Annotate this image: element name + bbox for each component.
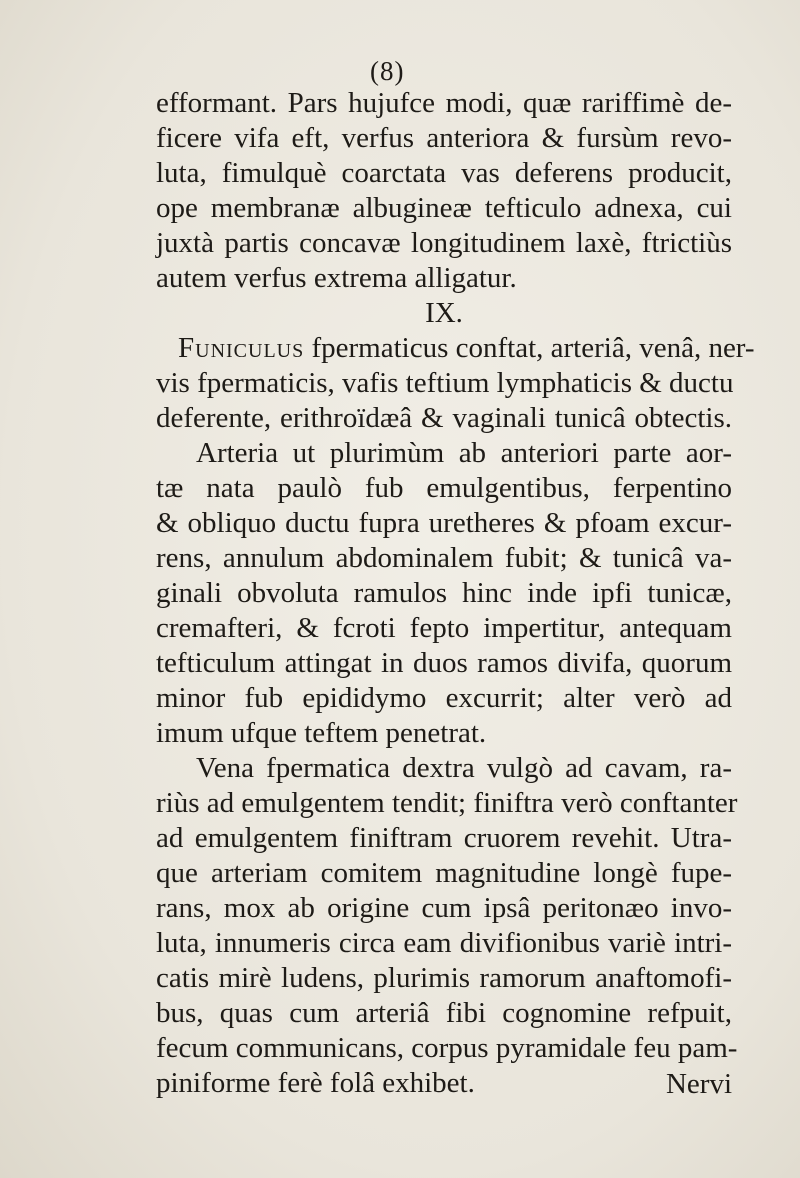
text-line: catis mirè ludens, plurimis ramorum anaftomofi- (156, 962, 732, 994)
text-line: luta, fimulquè coarctata vas deferens producit, (156, 157, 732, 189)
text-line: cremafteri, & fcroti fepto impertitur, antequam (156, 612, 732, 644)
section-lead-word: Funiculus (178, 332, 305, 364)
catchword: Nervi (665, 1068, 732, 1100)
text-line: ficere vifa eft, verfus anteriora & fursùm revo- (156, 122, 732, 154)
text-line: & obliquo ductu fupra uretheres & pfoam excur- (156, 507, 732, 539)
page-number: (8) (370, 56, 405, 86)
text-line: tæ nata paulò fub emulgentibus, ferpentino (156, 472, 732, 504)
text-line: bus, quas cum arteriâ fibi cognomine refpuit, (156, 997, 732, 1029)
text-line: rans, mox ab origine cum ipsâ peritonæo invo- (156, 892, 732, 924)
text-line: deferente, erithroïdæâ & vaginali tunicâ obtectis. (156, 402, 732, 434)
text-line: piniforme ferè folâ exhibet. (156, 1067, 475, 1099)
paragraph-start: Vena fpermatica dextra vulgò ad cavam, ra- (196, 752, 732, 784)
paragraph-start: Arteria ut plurimùm ab anteriori parte aor- (196, 437, 732, 469)
text-line: juxtà partis concavæ longitudinem laxè, ftrictiùs (156, 227, 732, 259)
text-line: ginali obvoluta ramulos hinc inde ipfi tunicæ, (156, 577, 732, 609)
section-first-line (156, 331, 755, 365)
text-line: vis fpermaticis, vafis teftium lymphaticis & ductu (156, 367, 734, 399)
section-number: IX. (425, 297, 463, 329)
text-line: luta, innumeris circa eam divifionibus variè intri- (156, 927, 732, 959)
text-line: ope membranæ albugineæ tefticulo adnexa, cui (156, 192, 732, 224)
text-line: rens, annulum abdominalem fubit; & tunicâ va- (156, 542, 732, 574)
text-line: que arteriam comitem magnitudine longè fupe- (156, 857, 732, 889)
text-line: efformant. Pars hujufce modi, quæ rariffimè de- (156, 87, 732, 119)
section-first-line-rest: fpermaticus conftat, arteriâ, venâ, ner- (304, 332, 755, 364)
text-line: fecum communicans, corpus pyramidale feu pam- (156, 1032, 738, 1064)
text-line: ad emulgentem finiftram cruorem revehit. Utra- (156, 822, 732, 854)
text-line: riùs ad emulgentem tendit; finiftra verò conftanter (156, 787, 738, 819)
text-line: minor fub epididymo excurrit; alter verò ad (156, 682, 732, 714)
text-line: autem verfus extrema alligatur. (156, 262, 517, 294)
text-line: tefticulum attingat in duos ramos divifa, quorum (156, 647, 732, 679)
text-line: imum ufque teftem penetrat. (156, 717, 487, 749)
